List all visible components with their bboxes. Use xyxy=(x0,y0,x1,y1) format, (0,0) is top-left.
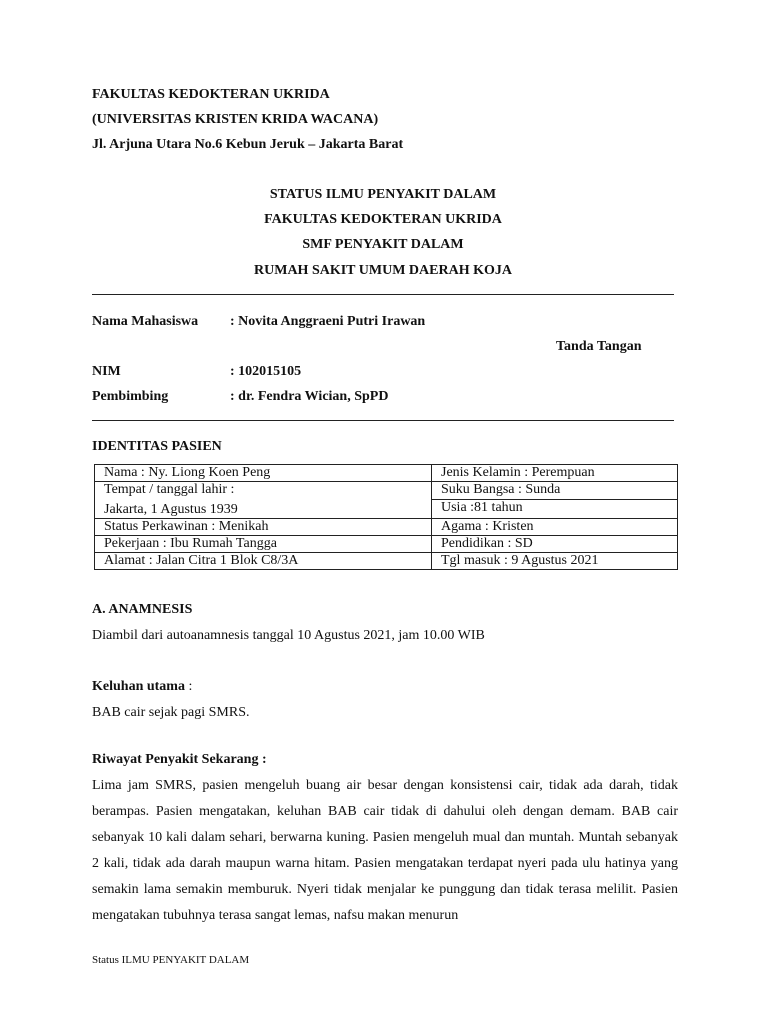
birth-value: Jakarta, 1 Agustus 1939 xyxy=(104,502,238,517)
table-cell: Agama : Kristen xyxy=(432,519,678,536)
title-line-3: SMF PENYAKIT DALAM xyxy=(302,237,464,252)
title-line-4: RUMAH SAKIT UMUM DAERAH KOJA xyxy=(254,263,512,278)
signature-label: Tanda Tangan xyxy=(556,339,642,354)
faculty-address: Jl. Arjuna Utara No.6 Kebun Jeruk – Jakarta Barat xyxy=(92,137,404,152)
anamnesis-source: Diambil dari autoanamnesis tanggal 10 Agustus 2021, jam 10.00 WIB xyxy=(92,628,485,643)
table-row xyxy=(95,536,678,553)
table-cell: Tgl masuk : 9 Agustus 2021 xyxy=(432,553,678,570)
table-row xyxy=(95,482,678,500)
nim-value: : 102015105 xyxy=(230,364,302,379)
table-cell-birth xyxy=(95,482,432,519)
divider-top xyxy=(92,294,674,295)
table-cell: Suku Bangsa : Sunda xyxy=(432,482,678,500)
table-row xyxy=(95,553,678,570)
table-cell: Pendidikan : SD xyxy=(432,536,678,553)
page-footer: Status ILMU PENYAKIT DALAM xyxy=(92,954,250,966)
history-heading: Riwayat Penyakit Sekarang : xyxy=(92,752,267,767)
table-cell: Alamat : Jalan Citra 1 Blok C8/3A xyxy=(95,553,432,570)
table-row xyxy=(95,519,678,536)
table-cell: Status Perkawinan : Menikah xyxy=(95,519,432,536)
history-paragraph: Lima jam SMRS, pasien mengeluh buang air besar dengan konsistensi cair, tidak ada darah, tidak berampas. Pasien mengatakan, keluhan BAB cair tidak di dahului oleh dengan demam. BAB cair sebanyak 10 kali dalam sehari, berwarna kuning. Pasien mengeluh mual dan muntah. Muntah sebanyak 2 kali, tidak ada darah maupun warna hitam. Pasien mengatakan terdapat nyeri pada ulu hatinya yang semakin lama semakin memburuk. Nyeri tidak menjalar ke punggung dan tidak terasa melilit. Pasien mengatakan tubuhnya terasa sangat lemas, nafsu makan menurun xyxy=(92,778,678,923)
nim-label: NIM xyxy=(92,364,121,379)
table-row xyxy=(95,465,678,482)
advisor-value: : dr. Fendra Wician, SpPD xyxy=(230,389,389,404)
student-name-label: Nama Mahasiswa xyxy=(92,314,199,329)
table-cell: Jenis Kelamin : Perempuan xyxy=(432,465,678,482)
identity-heading: IDENTITAS PASIEN xyxy=(92,439,222,454)
table-cell: Pekerjaan : Ibu Rumah Tangga xyxy=(95,536,432,553)
student-name-value: : Novita Anggraeni Putri Irawan xyxy=(230,314,426,329)
birth-label: Tempat / tanggal lahir : xyxy=(104,482,235,497)
title-line-1: STATUS ILMU PENYAKIT DALAM xyxy=(269,187,497,202)
divider-bottom xyxy=(92,420,674,421)
advisor-label: Pembimbing xyxy=(92,389,169,404)
chief-complaint-text: BAB cair sejak pagi SMRS. xyxy=(92,705,250,720)
title-line-2: FAKULTAS KEDOKTERAN UKRIDA xyxy=(264,212,502,227)
chief-complaint-label: Keluhan utama xyxy=(92,679,185,694)
table-cell: Nama : Ny. Liong Koen Peng xyxy=(95,465,432,482)
faculty-name: FAKULTAS KEDOKTERAN UKRIDA xyxy=(92,87,330,102)
patient-identity-table xyxy=(94,464,678,570)
anamnesis-heading: A. ANAMNESIS xyxy=(92,602,193,617)
university-name: (UNIVERSITAS KRISTEN KRIDA WACANA) xyxy=(92,112,379,127)
chief-complaint-colon: : xyxy=(184,679,193,694)
table-cell: Usia :81 tahun xyxy=(432,500,678,519)
chief-complaint-line xyxy=(92,679,192,695)
